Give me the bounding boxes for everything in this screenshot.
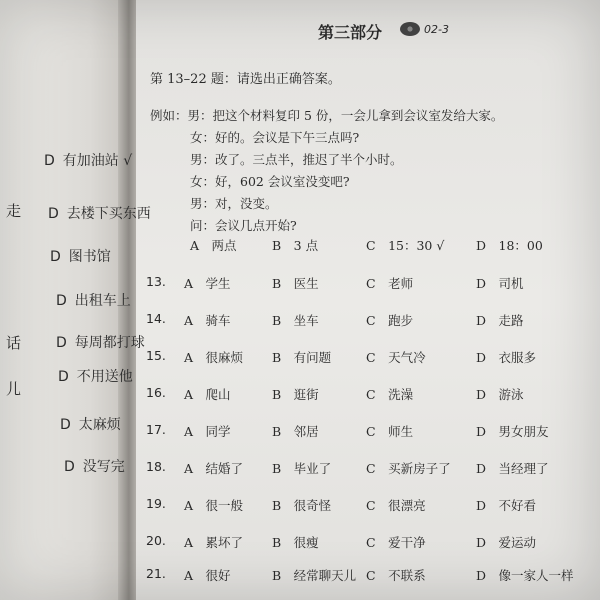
option-c: C 很漂亮 xyxy=(366,498,426,513)
question-number: 21. xyxy=(146,566,166,581)
option-a: A 结婚了 xyxy=(184,461,244,476)
option-d: D 衣服多 xyxy=(476,350,537,365)
option-b: B 医生 xyxy=(272,276,319,291)
option-c: C 买新房子了 xyxy=(366,461,451,476)
left-option: D 有加油站 √ xyxy=(44,153,133,169)
left-option: D 出租车上 xyxy=(56,293,131,309)
question-number: 17. xyxy=(146,422,166,437)
option-d: D 司机 xyxy=(476,276,524,291)
option-c: C 天气冷 xyxy=(366,350,426,365)
left-option: D 没写完 xyxy=(64,459,125,475)
option-b: B 很瘦 xyxy=(272,535,319,550)
example-line: 例如：男：把这个材料复印 5 份，一会儿拿到会议室发给大家。 xyxy=(150,108,504,123)
audio-track-label xyxy=(400,22,449,36)
section-title: 第三部分 xyxy=(318,23,383,42)
question-row xyxy=(0,385,600,405)
option-c: C 15：30 √ xyxy=(366,238,445,253)
question-row xyxy=(0,422,600,442)
option-b: B 毕业了 xyxy=(272,461,332,476)
option-a: A 两点 xyxy=(190,238,237,253)
option-d: D 18：00 xyxy=(476,238,543,253)
instruction: 第 13–22 题：请选出正确答案。 xyxy=(150,72,341,87)
option-a: A 学生 xyxy=(184,276,231,291)
question-number: 13. xyxy=(146,274,166,289)
question-row xyxy=(0,533,600,553)
option-b: B 有问题 xyxy=(272,350,332,365)
option-a: A 很麻烦 xyxy=(184,350,244,365)
option-d: D 男女朋友 xyxy=(476,424,549,439)
left-fragment: 儿 xyxy=(6,380,22,398)
option-a: A 很一般 xyxy=(184,498,244,513)
left-option: D 去楼下买东西 xyxy=(48,206,151,222)
left-option: D 每周都打球 xyxy=(56,335,145,351)
left-option: D 太麻烦 xyxy=(60,417,121,433)
option-a: A 爬山 xyxy=(184,387,231,402)
left-fragment: 话 xyxy=(6,334,22,352)
option-b: B 很奇怪 xyxy=(272,498,332,513)
option-c: C 师生 xyxy=(366,424,414,439)
option-a: A 很好 xyxy=(184,568,231,583)
example-line: 女：好，602 会议室没变吧? xyxy=(190,174,350,189)
option-b: B 坐车 xyxy=(272,313,319,328)
option-d: D 当经理了 xyxy=(476,461,549,476)
left-fragment: 走 xyxy=(6,202,22,220)
option-d: D 走路 xyxy=(476,313,524,328)
question-row xyxy=(0,274,600,294)
left-option: D 图书馆 xyxy=(50,249,111,265)
question-row xyxy=(0,496,600,516)
option-b: B 逛街 xyxy=(272,387,319,402)
question-number: 20. xyxy=(146,533,166,548)
option-b: B 邻居 xyxy=(272,424,319,439)
question-row xyxy=(0,348,600,368)
option-b: B 经常聊天儿 xyxy=(272,568,357,583)
option-a: A 骑车 xyxy=(184,313,231,328)
example-line: 女：好的。会议是下午三点吗? xyxy=(190,130,360,145)
question-row xyxy=(0,459,600,479)
option-d: D 像一家人一样 xyxy=(476,568,574,583)
option-d: D 爱运动 xyxy=(476,535,537,550)
left-option: D 不用送他 xyxy=(58,369,133,385)
option-a: A 同学 xyxy=(184,424,231,439)
option-d: D 游泳 xyxy=(476,387,524,402)
option-c: C 爱干净 xyxy=(366,535,426,550)
question-number: 16. xyxy=(146,385,166,400)
example-line: 男：改了。三点半，推迟了半个小时。 xyxy=(190,152,403,167)
option-c: C 老师 xyxy=(366,276,414,291)
example-line: 男：对，没变。 xyxy=(190,196,278,211)
question-row xyxy=(0,566,600,586)
cd-icon xyxy=(400,22,420,36)
question-number: 19. xyxy=(146,496,166,511)
option-c: C 跑步 xyxy=(366,313,414,328)
question-number: 15. xyxy=(146,348,166,363)
question-number: 14. xyxy=(146,311,166,326)
question-row xyxy=(0,311,600,331)
option-c: C 不联系 xyxy=(366,568,426,583)
option-a: A 累坏了 xyxy=(184,535,244,550)
track-number: 02-3 xyxy=(424,22,449,36)
question-number: 18. xyxy=(146,459,166,474)
option-d: D 不好看 xyxy=(476,498,537,513)
example-options xyxy=(0,236,600,256)
example-line: 问：会议几点开始? xyxy=(190,218,297,233)
option-b: B 3 点 xyxy=(272,238,319,253)
option-c: C 洗澡 xyxy=(366,387,414,402)
